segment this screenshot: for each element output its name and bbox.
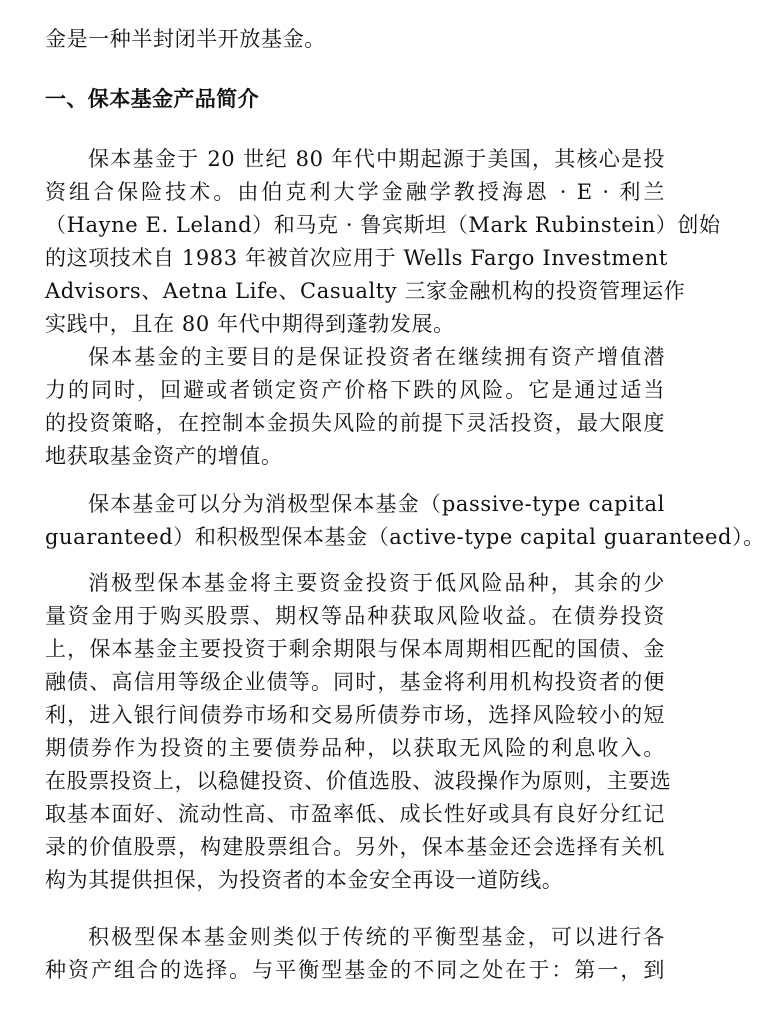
section-heading: 一、保本基金产品简介 (45, 87, 259, 111)
text-line: guaranteed）和积极型保本基金（active-type capital guaranteed）。 (45, 525, 765, 549)
text-line: 的这项技术自 1983 年被首次应用于 Wells Fargo Investment (45, 246, 668, 270)
text-line: 利，进入银行间债券市场和交易所债券市场，选择风险较小的短 (45, 703, 665, 727)
text-line: 消极型保本基金将主要资金投资于低风险品种，其余的少 (88, 571, 665, 595)
text-line: （Hayne E. Leland）和马克 · 鲁宾斯坦（Mark Rubinstein）创始 (45, 213, 721, 237)
text-line: 地获取基金资产的增值。 (45, 444, 283, 468)
text-line: 力的同时，回避或者锁定资产价格下跌的风险。它是通过适当 (45, 378, 665, 402)
text-line: 积极型保本基金则类似于传统的平衡型基金，可以进行各 (88, 925, 665, 949)
text-line: 在股票投资上，以稳健投资、价值选股、波段操作为原则，主要选 (45, 769, 672, 793)
text-line: 保本基金可以分为消极型保本基金（passive-type capital (88, 492, 665, 516)
text-line: 保本基金于 20 世纪 80 年代中期起源于美国，其核心是投 (88, 147, 665, 171)
text-line: 的投资策略，在控制本金损失风险的前提下灵活投资，最大限度 (45, 411, 665, 435)
text-line: 量资金用于购买股票、期权等品种获取风险收益。在债券投资 (45, 604, 665, 628)
text-line: 上，保本基金主要投资于剩余期限与保本周期相匹配的国债、金 (45, 637, 665, 661)
text-line: 实践中，且在 80 年代中期得到蓬勃发展。 (45, 312, 455, 336)
text-line: 取基本面好、流动性高、市盈率低、成长性好或具有良好分红记 (45, 802, 665, 826)
text-line: 期债券作为投资的主要债券品种，以获取无风险的利息收入。 (45, 736, 665, 760)
text-line: 录的价值股票，构建股票组合。另外，保本基金还会选择有关机 (45, 835, 665, 859)
text-line: 金是一种半封闭半开放基金。 (45, 27, 326, 51)
text-line: 保本基金的主要目的是保证投资者在继续拥有资产增值潜 (88, 345, 665, 369)
text-line: 构为其提供担保，为投资者的本金安全再设一道防线。 (45, 868, 564, 892)
text-line: Advisors、Aetna Life、Casualty 三家金融机构的投资管理运作 (45, 279, 686, 303)
text-line: 种资产组合的选择。与平衡型基金的不同之处在于：第一，到 (45, 958, 665, 982)
text-line: 资组合保险技术。由伯克利大学金融学教授海恩 · E · 利兰 (45, 180, 665, 204)
text-line: 融债、高信用等级企业债等。同时，基金将利用机构投资者的便 (45, 670, 665, 694)
